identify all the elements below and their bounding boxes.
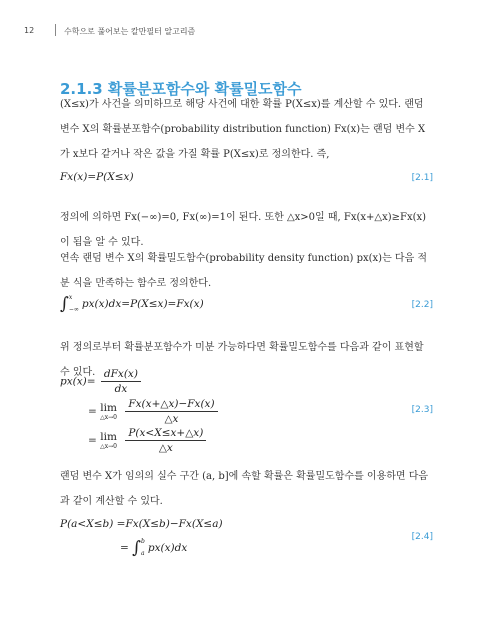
paragraph-4: 위 정의로부터 확률분포함수가 미분 가능하다면 확률밀도함수를 다음과 같이 표현할 수 있다. [60, 342, 424, 378]
equation-number-2-4: [2.4] [411, 532, 433, 542]
integral-limits: b a [141, 538, 145, 557]
running-title: 수학으로 풀어보는 칼만필터 알고리즘 [64, 27, 196, 36]
integral-upper: x [68, 294, 73, 301]
derivative-fraction: $\frac{\text{dFx(x)}}{dx}$ [101, 368, 141, 395]
equation-2-2-body: px(x)dx=P(X≤x)=Fx(x) [81, 298, 204, 310]
equation-2-3-line-2: = lim △x→0 $\frac{Fx(x+\triangle x)-Fx(x)}{\triangle x}$ [88, 398, 220, 425]
equation-2-3-line-1 [60, 368, 143, 395]
integral-lower: −∞ [68, 306, 79, 313]
equation-2-2 [60, 292, 204, 316]
limit-operator: lim △x→0 [100, 431, 117, 450]
probability-quotient: $\frac{P(x<X\le x+\triangle x)}{\triangle x}$ [125, 427, 206, 454]
paragraph-5: 랜덤 변수 X가 임의의 실수 구간 (a, b]에 속할 확률은 확률밀도함수를 이용하면 다음과 같이 계산할 수 있다. [60, 471, 429, 507]
equation-number-2-1: [2.1] [411, 173, 433, 183]
page-number: 12 [24, 26, 35, 35]
header-divider [55, 24, 56, 36]
difference-quotient: $\frac{Fx(x+\triangle x)-Fx(x)}{\triangle x}$ [125, 398, 217, 425]
paragraph-1: (X≤x)가 사건을 의미하므로 해당 사건에 대한 확률 P(X≤x)를 계산할 수 있다. 랜덤 변수 X의 확률분포함수(probability distribution function) Fx(x)는 랜덤 변수 X가 x보다 같거나 작은 값을 가질 확률 P(X≤x)로 정의한다. 즉, [60, 99, 426, 160]
equation-2-1: Fx(x)=P(X≤x) [60, 171, 134, 183]
equation-2-3-lhs: px(x)= [60, 375, 96, 388]
equation-2-4-line-2: = ∫ b a px(x)dx [120, 538, 188, 558]
equation-2-4-line-1: P(a<X≤b) =Fx(X≤b)−Fx(X≤a) [60, 518, 223, 530]
integral-limits [69, 292, 79, 316]
equation-2-3-line-3: = lim △x→0 $\frac{P(x<X\le x+\triangle x)}{\triangle x}$ [88, 427, 208, 454]
integral-sign: ∫ [60, 294, 69, 314]
limit-operator: lim △x→0 [100, 402, 117, 421]
section-title: 2.1.3 확률분포함수와 확률밀도함수 [60, 80, 302, 98]
paragraph-2: 정의에 의하면 Fx(−∞)=0, Fx(∞)=1이 된다. 또한 △x>0일 때, Fx(x+△x)≥Fx(x)이 됨을 알 수 있다. [60, 212, 427, 248]
paragraph-3: 연속 랜덤 변수 X의 확률밀도함수(probability density function) px(x)는 다음 적분 식을 만족하는 함수로 정의한다. [60, 253, 428, 289]
equation-number-2-3: [2.3] [411, 405, 433, 415]
equation-number-2-2: [2.2] [411, 300, 433, 310]
integral-sign: ∫ [132, 538, 142, 558]
equation-2-4-body: px(x)dx [147, 542, 188, 554]
